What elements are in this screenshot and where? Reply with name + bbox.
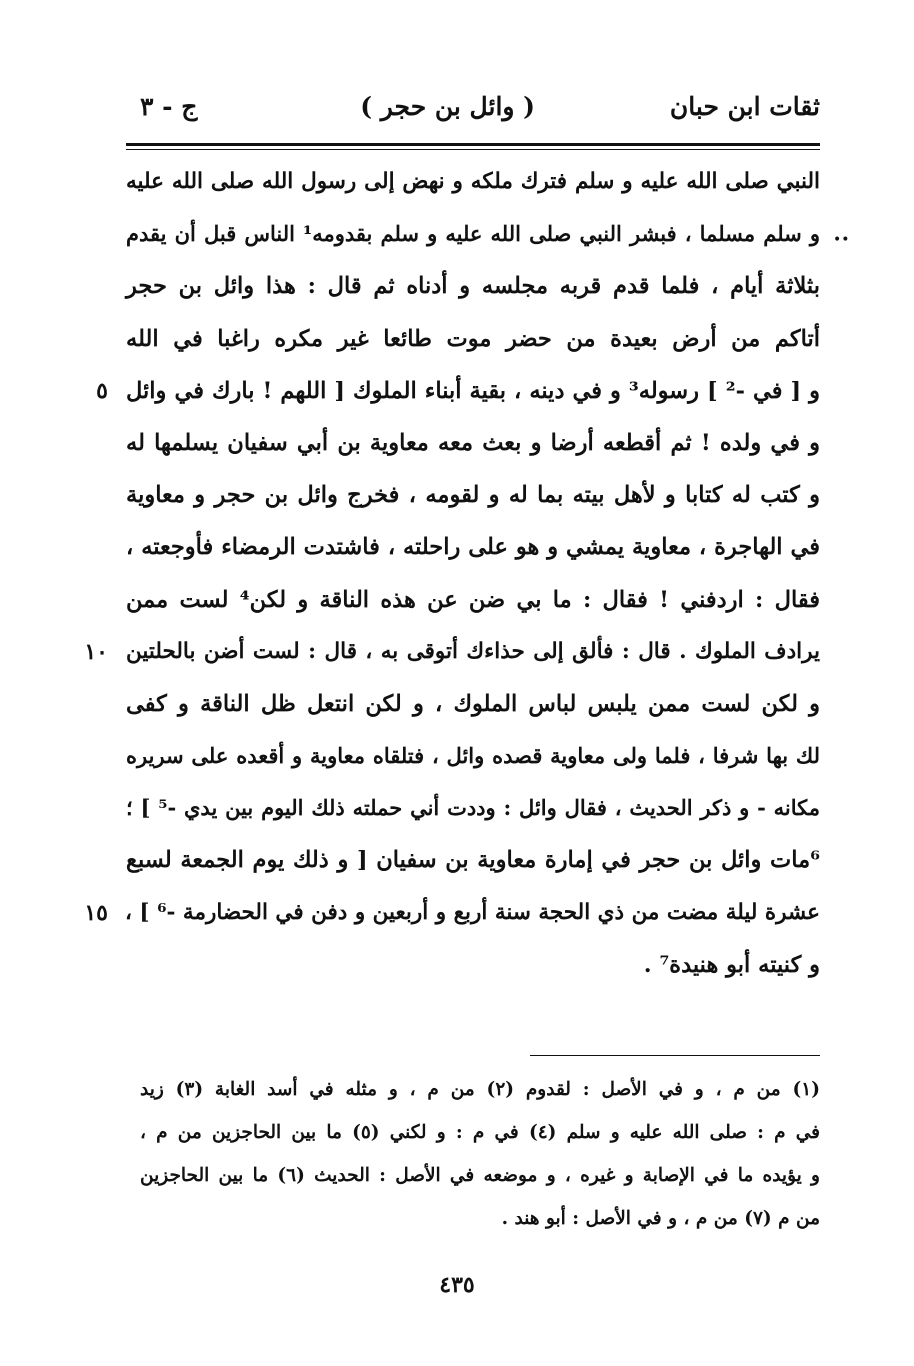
line-number: ٥ <box>96 377 108 404</box>
text-line: عشرة ليلة مضت من ذي الحجة سنة أربع و أربعين و دفن في الحضارمة -⁶ ] ، ١٥ <box>126 887 820 939</box>
text-line: فقال : اردفني ! فقال : ما بي ضن عن هذه الناقة و لكن⁴ لست ممن <box>126 586 820 613</box>
text-line: ⁶مات وائل بن حجر في إمارة معاوية بن سفيان [ و ذلك يوم الجمعة لسبع <box>126 847 820 874</box>
footnote-line: (١) من م ، و في الأصل : لقدوم (٢) من م ، و مثله في أسد الغابة (٣) زيد <box>140 1079 820 1100</box>
text-line: في الهاجرة ، معاوية يمشي و هو على راحلته ، فاشتدت الرمضاء فأوجعته ، <box>126 534 820 561</box>
footnote-line: في م : صلى الله عليه و سلم (٤) في م : و لكني (٥) ما بين الحاجزين من م ، <box>140 1122 820 1143</box>
book-title: ثقات ابن حبان <box>669 92 820 121</box>
text-line: بثلاثة أيام ، فلما قدم قربه مجلسه و أدناه ثم قال : هذا وائل بن حجر <box>126 273 820 300</box>
main-text <box>84 156 821 991</box>
text-line: النبي صلى الله عليه و سلم فترك ملكه و نهض إلى رسول الله صلى الله عليه <box>126 169 820 194</box>
text-line: و كتب له كتابا و لأهل بيته بما له و لقومه ، فخرج وائل بن حجر و معاوية <box>126 482 820 509</box>
text-line: لك بها شرفا ، فلما ولى معاوية قصده وائل ، فتلقاه معاوية و أقعده على سريره <box>126 743 820 769</box>
text-line: و سلم مسلما ، فبشر النبي صلى الله عليه و سلم بقدومه¹ الناس قبل أن يقدم <box>126 221 820 247</box>
text-line: و كنيته أبو هنيدة⁷ . <box>643 951 820 978</box>
page-header <box>140 92 820 132</box>
header-rule-thick <box>126 143 820 146</box>
text-line: مكانه - و ذكر الحديث ، فقال وائل : وددت أني حملته ذلك اليوم بين يدي -⁵ ] ؛ <box>126 795 820 821</box>
margin-mark: •• <box>833 232 850 248</box>
section-title: ( وائل بن حجر ) <box>360 92 535 121</box>
text-line: و في ولده ! ثم أقطعه أرضا و بعث معه معاوية بن أبي سفيان يسلمها له <box>126 429 820 456</box>
page-number: ٤٣٥ <box>439 1272 475 1298</box>
text-line: أتاكم من أرض بعيدة من حضر موت طائعا غير مكره راغبا في الله <box>126 325 820 352</box>
text-line: و [ في -² ] رسوله³ و في دينه ، بقية أبناء الملوك [ اللهم ! بارك في وائل ٥ <box>126 365 820 417</box>
footnote-separator <box>530 1055 820 1056</box>
volume-number: ج - ٣ <box>140 92 198 121</box>
text-line: يرادف الملوك . قال : فألق إلى حذاءك أتوقى به ، قال : لست أضن بالحلتين ١٠ <box>126 626 820 678</box>
line-number: ١٥ <box>84 899 108 926</box>
line-number: ١٠ <box>84 638 108 665</box>
footnotes <box>140 1068 820 1240</box>
footnote-line: و يؤيده ما في الإصابة و غيره ، و موضعه في الأصل : الحديث (٦) ما بين الحاجزين <box>140 1165 820 1186</box>
text-line: و لكن لست ممن يلبس لباس الملوك ، و لكن انتعل ظل الناقة و كفى <box>126 690 820 717</box>
footnote-line: من م (٧) من م ، و في الأصل : أبو هند . <box>501 1208 820 1229</box>
header-rule-thin <box>126 149 820 150</box>
